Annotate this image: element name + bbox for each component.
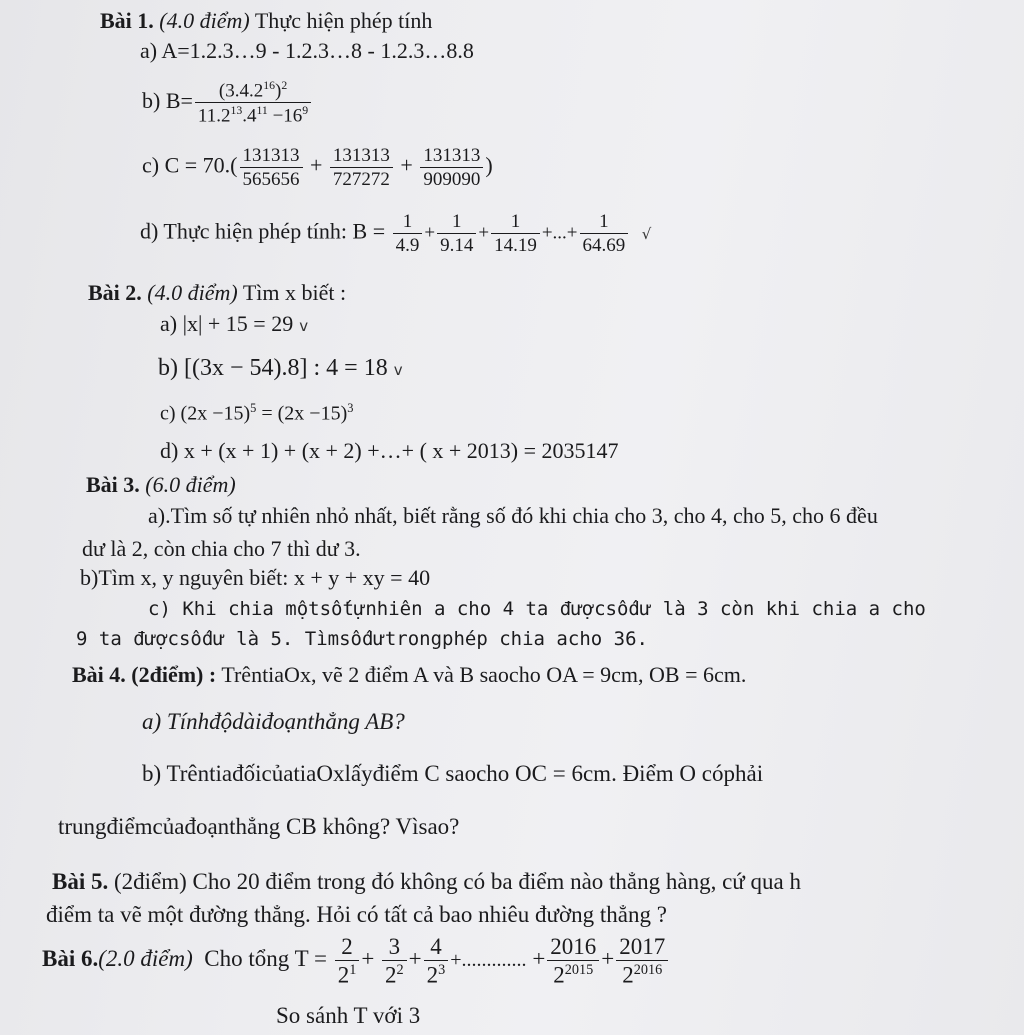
b4-b-line1: b) TrêntiađốicủatiaOxlấyđiểm C saocho OC = 6cm. Điểm O cóphải <box>142 761 764 786</box>
b6-dots: +............. <box>450 949 527 972</box>
b4-b-line2: trungđiểmcủađoạnthẳng CB không? Vìsao? <box>58 814 460 839</box>
b4-label: Bài 4. (2điểm) : <box>72 662 217 687</box>
b1-c-fraction-2: $\frac{131313}{727272}$ <box>330 146 393 189</box>
b1-c-close: ) <box>485 152 493 178</box>
b1-c-plus-1: + <box>310 152 323 178</box>
b5-text1: (2điểm) Cho 20 điểm trong đó không có ba điểm nào thẳng hàng, cứ qua h <box>113 869 801 894</box>
b1-b <box>142 80 313 126</box>
b6-fraction-1: $\frac{2}{2^1}$ <box>335 935 360 987</box>
b1-c-prefix: c) C = 70.( <box>142 152 238 178</box>
b1-d-fraction-1: $\frac{1}{4.9}$ <box>393 212 423 255</box>
b3-a-line2: dư là 2, còn chia cho 7 thì dư 3. <box>82 536 361 561</box>
b2-points: (4.0 điểm) <box>147 280 238 305</box>
b3-c-line2: 9 ta đượcsốdư là 5. Tìmsốdưtrongphép chia acho 36. <box>76 628 648 650</box>
b2-b-check-mark: v <box>393 361 403 379</box>
b1-c-fraction-1: $\frac{131313}{565656}$ <box>240 146 303 189</box>
b1-label: Bài 1. <box>100 8 154 33</box>
b3-label: Bài 3. <box>86 472 140 497</box>
b6-fraction-3: $\frac{4}{2^3}$ <box>424 935 449 987</box>
b1-b-numerator: $(3.4.2^{16})^2$ <box>195 80 311 103</box>
b3-points: (6.0 điểm) <box>145 472 236 497</box>
b2-a: a) |x| + 15 = 29 v <box>160 311 309 336</box>
b2-label: Bài 2. <box>88 280 142 305</box>
b6-prefix: Cho tổng T = <box>204 946 327 972</box>
b5-line1 <box>52 870 801 893</box>
b1-d-fraction-3: $\frac{1}{14.19}$ <box>491 212 540 255</box>
b2-a-check-mark: v <box>299 317 309 335</box>
b1-d: d) Thực hiện phép tính: B = $\frac{1}{4.9}$ + $\frac{1}{9.14}$ + $\frac{1}{14.19}$ +...+ $\frac{1}{64.69}$ √ <box>140 211 652 256</box>
b1-b-prefix: b) B= <box>142 87 193 113</box>
b1-c <box>142 146 493 189</box>
b1-b-fraction <box>195 80 311 126</box>
b1-d-fraction-4: $\frac{1}{64.69}$ <box>580 212 629 255</box>
b6-fraction-2: $\frac{3}{2^2}$ <box>382 935 407 987</box>
b1-heading <box>100 10 432 32</box>
b1-c-plus-2: + <box>400 152 413 178</box>
b1-d-check-mark: √ <box>641 224 652 243</box>
b3-a-line1: a).Tìm số tự nhiên nhỏ nhất, biết rằng số đó khi chia cho 3, cho 4, cho 5, cho 6 đều <box>148 503 878 528</box>
b6-fraction-4: $\frac{2016}{2^{2015}}$ <box>547 935 599 987</box>
b3-heading <box>86 474 236 496</box>
b3-c-line1: c) Khi chia mộtsốtựnhiên a cho 4 ta đượcsốdư là 3 còn khi chia a cho <box>148 598 926 620</box>
b5-label: Bài 5. <box>52 869 109 894</box>
b6-compare: So sánh T với 3 <box>276 1003 421 1028</box>
b2-c: c) $(2x -15)^5 = (2x -15)^3$ <box>160 401 354 425</box>
b6-label: Bài 6. <box>42 946 99 972</box>
b5-line2: điểm ta vẽ một đường thẳng. Hỏi có tất cả bao nhiêu đường thẳng ? <box>46 902 667 927</box>
b2-b: b) [(3x − 54).8] : 4 = 18 v <box>158 355 403 381</box>
b1-title: Thực hiện phép tính <box>254 8 433 33</box>
b2-d: d) x + (x + 1) + (x + 2) +…+ ( x + 2013) = 2035147 <box>160 438 619 463</box>
b1-points: (4.0 điểm) <box>159 8 250 33</box>
b4-text: TrêntiaOx, vẽ 2 điểm A và B saocho OA = 9cm, OB = 6cm. <box>221 662 747 687</box>
b1-d-fraction-2: $\frac{1}{9.14}$ <box>437 212 476 255</box>
b2-heading <box>88 282 346 304</box>
b6-line: Bài 6.(2.0 điểm) Cho tổng T = $\frac{2}{2^1}$ + $\frac{3}{2^2}$ + $\frac{4}{2^3}$ +............. + $\frac{2016}{2^{2015}}$ + $\frac{2017}{2^{2016}}$ <box>42 935 670 987</box>
b4-a: a) Tínhđộdàiđoạnthẳng AB? <box>142 709 405 734</box>
b4-heading <box>72 664 746 686</box>
b2-title: Tìm x biết : <box>242 280 347 305</box>
b6-points: (2.0 điểm) <box>98 946 193 972</box>
b1-a: a) A=1.2.3…9 - 1.2.3…8 - 1.2.3…8.8 <box>140 38 474 63</box>
b3-b: b)Tìm x, y nguyên biết: x + y + xy = 40 <box>80 565 431 590</box>
b1-c-fraction-3: $\frac{131313}{909090}$ <box>420 146 483 189</box>
b1-d-prefix: d) Thực hiện phép tính: B = <box>140 218 386 244</box>
b6-fraction-5: $\frac{2017}{2^{2016}}$ <box>616 935 668 987</box>
b1-b-denominator: $11.2^{13}.4^{11} -16^9$ <box>197 104 309 127</box>
